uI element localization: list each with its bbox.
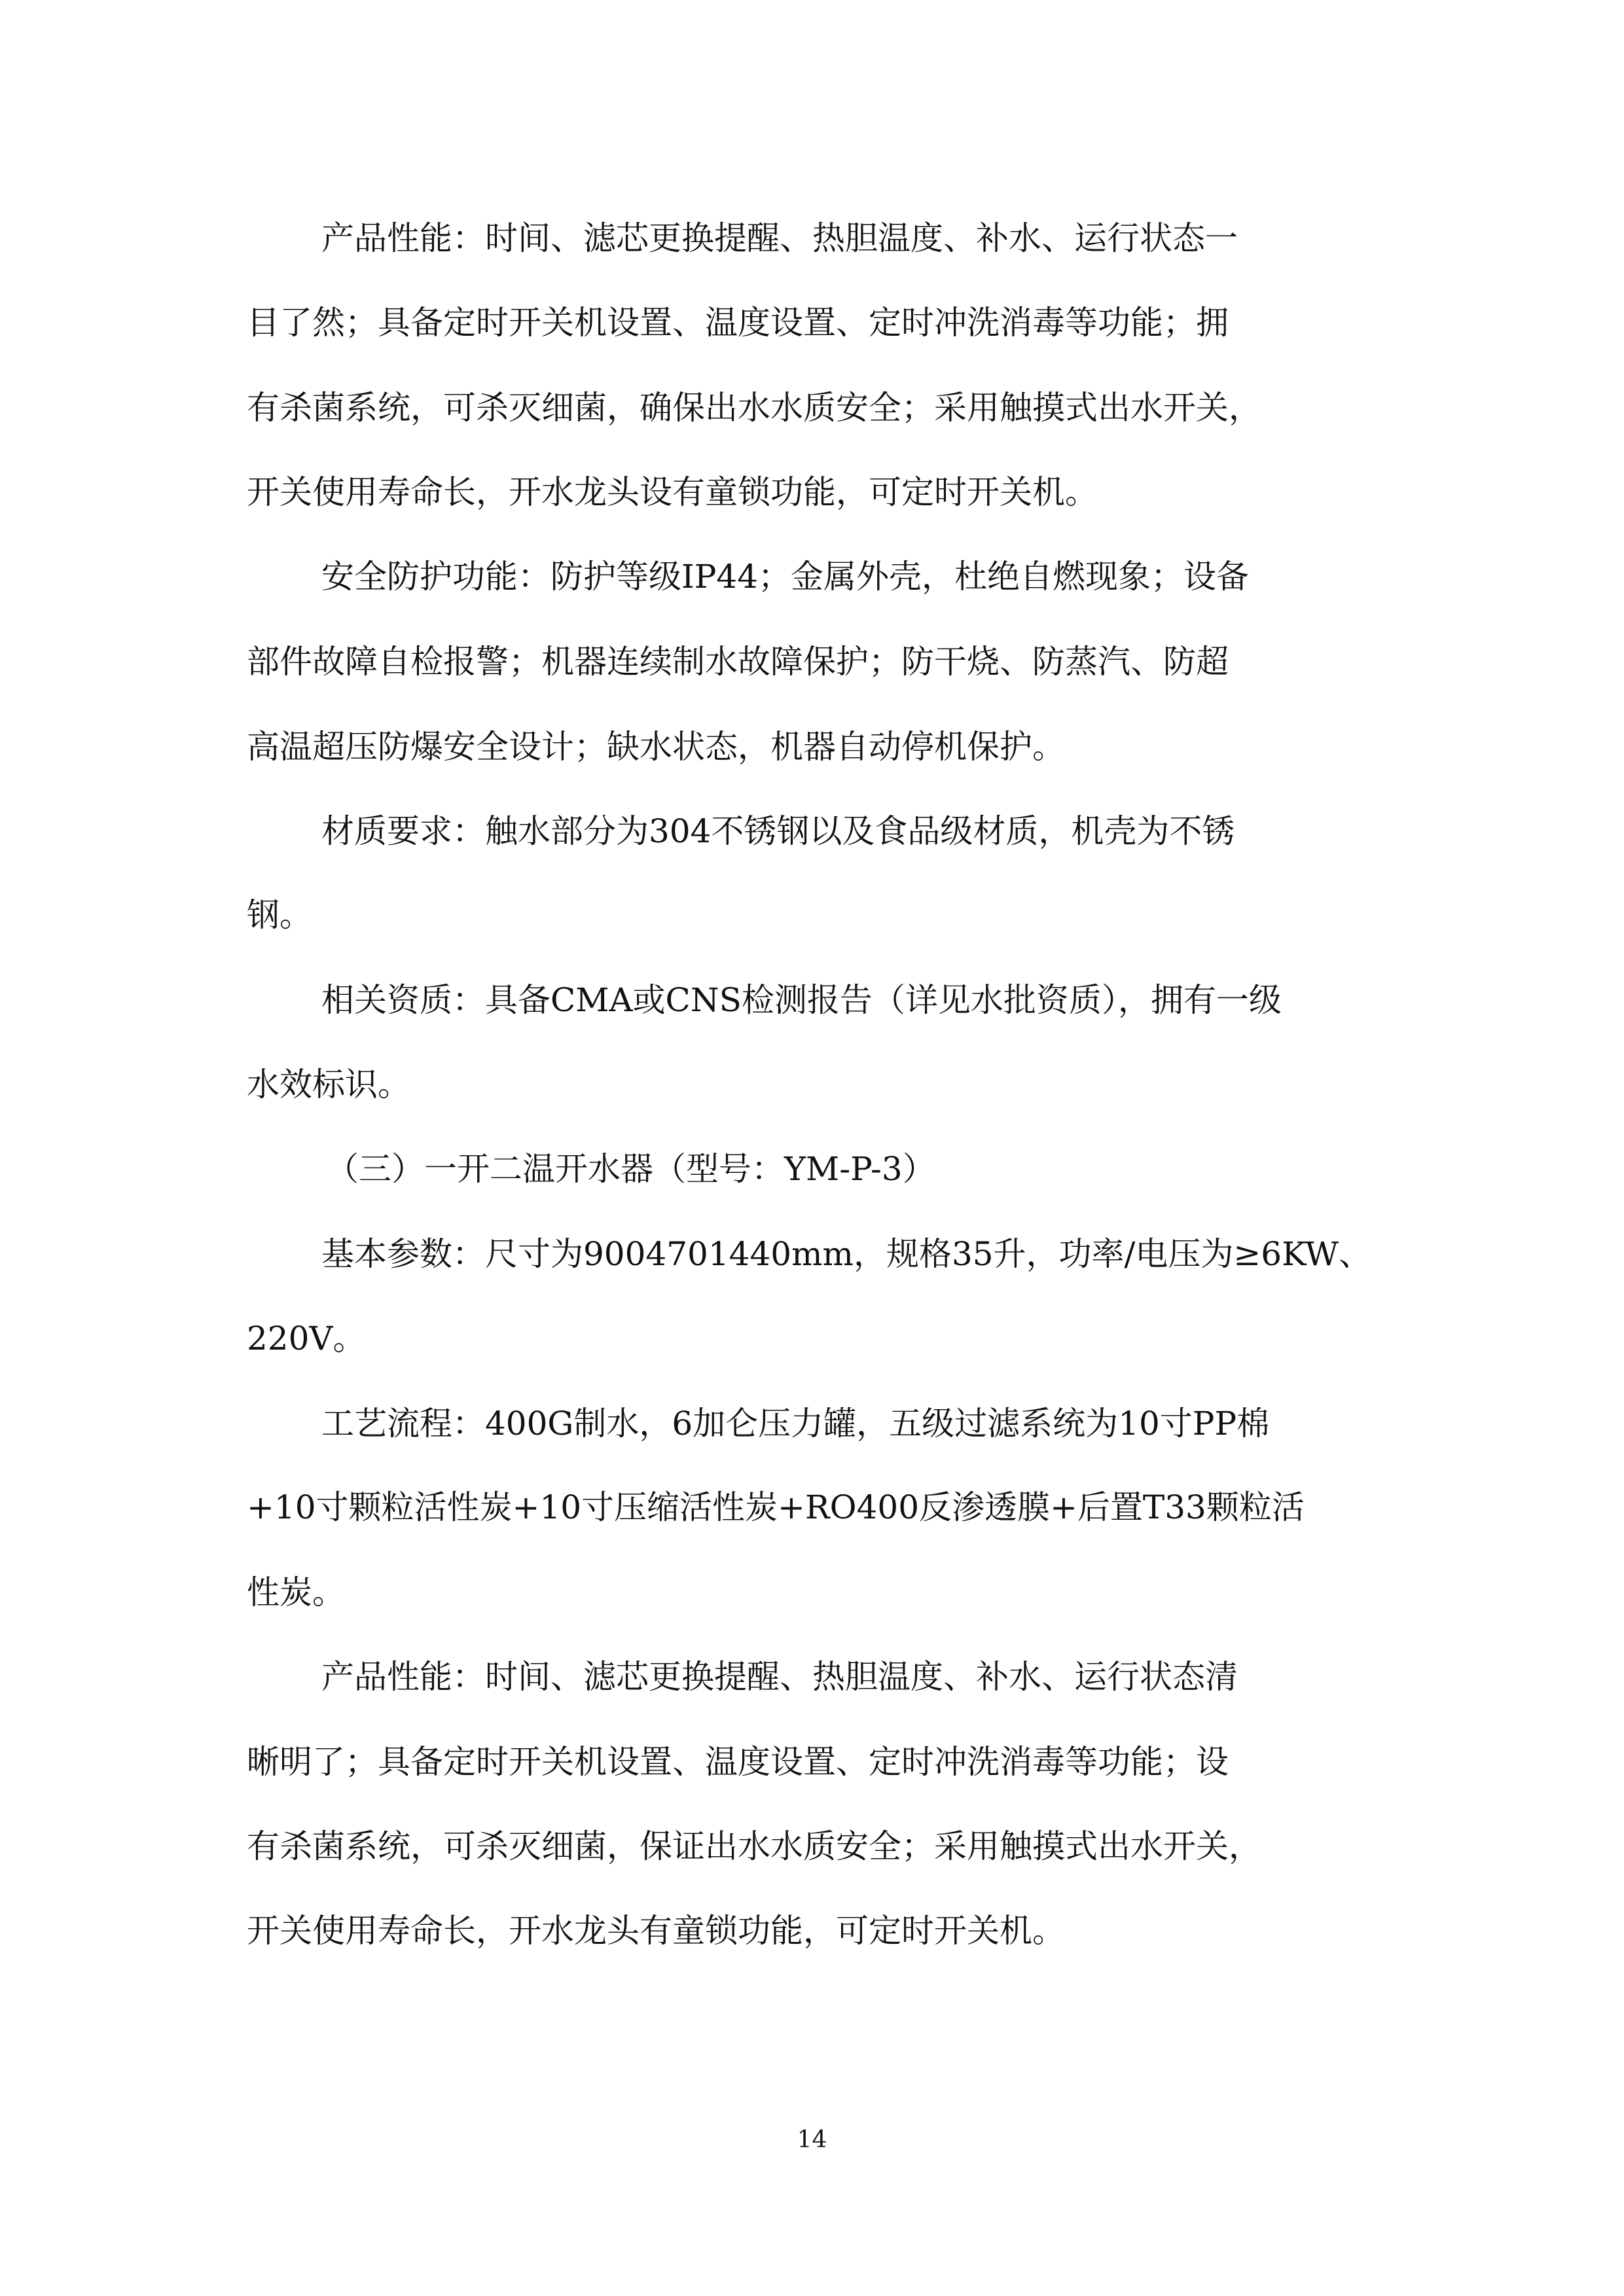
paragraph-line: 水效标识。: [247, 1066, 410, 1103]
paragraph-line: 有杀菌系统，可杀灭细菌，确保出水水质安全；采用触摸式出水开关，: [247, 389, 1261, 427]
paragraph-line: 220V。: [247, 1319, 366, 1357]
paragraph-line: 高温超压防爆安全设计；缺水状态，机器自动停机保护。: [247, 728, 1065, 766]
paragraph-line: 晰明了；具备定时开关机设置、温度设置、定时冲洗消毒等功能；设: [247, 1743, 1229, 1781]
paragraph-line: 材质要求：触水部分为304不锈钢以及食品级材质，机壳为不锈: [321, 812, 1235, 850]
paragraph-line: +10寸颗粒活性炭+10寸压缩活性炭+RO400反渗透膜+后置T33颗粒活: [247, 1488, 1305, 1526]
paragraph-line: 安全防护功能：防护等级IP44；金属外壳，杜绝自燃现象；设备: [321, 558, 1250, 596]
paragraph-line: 开关使用寿命长，开水龙头设有童锁功能，可定时开关机。: [247, 473, 1098, 511]
paragraph-line: 部件故障自检报警；机器连续制水故障保护；防干烧、防蒸汽、防超: [247, 643, 1229, 681]
paragraph-line: 产品性能：时间、滤芯更换提醒、热胆温度、补水、运行状态清: [321, 1658, 1238, 1696]
paragraph-line: 开关使用寿命长，开水龙头有童锁功能，可定时开关机。: [247, 1912, 1065, 1950]
paragraph-line: 相关资质：具备CMA或CNS检测报告（详见水批资质），拥有一级: [321, 981, 1282, 1019]
paragraph-line: 产品性能：时间、滤芯更换提醒、热胆温度、补水、运行状态一: [321, 219, 1238, 257]
paragraph-line: 基本参数：尺寸为9004701440mm，规格35升，功率/电压为≥6KW、: [321, 1235, 1372, 1273]
paragraph-line: 钢。: [247, 896, 312, 934]
paragraph-line: 性炭。: [247, 1573, 345, 1611]
page-number: 14: [797, 2126, 827, 2153]
paragraph-line: 工艺流程：400G制水，6加仑压力罐，五级过滤系统为10寸PP棉: [321, 1405, 1270, 1443]
paragraph-line: 目了然；具备定时开关机设置、温度设置、定时冲洗消毒等功能；拥: [247, 304, 1229, 342]
paragraph-line: 有杀菌系统，可杀灭细菌，保证出水水质安全；采用触摸式出水开关，: [247, 1827, 1261, 1865]
section-heading: （三）一开二温开水器（型号：YM-P-3）: [326, 1150, 935, 1188]
